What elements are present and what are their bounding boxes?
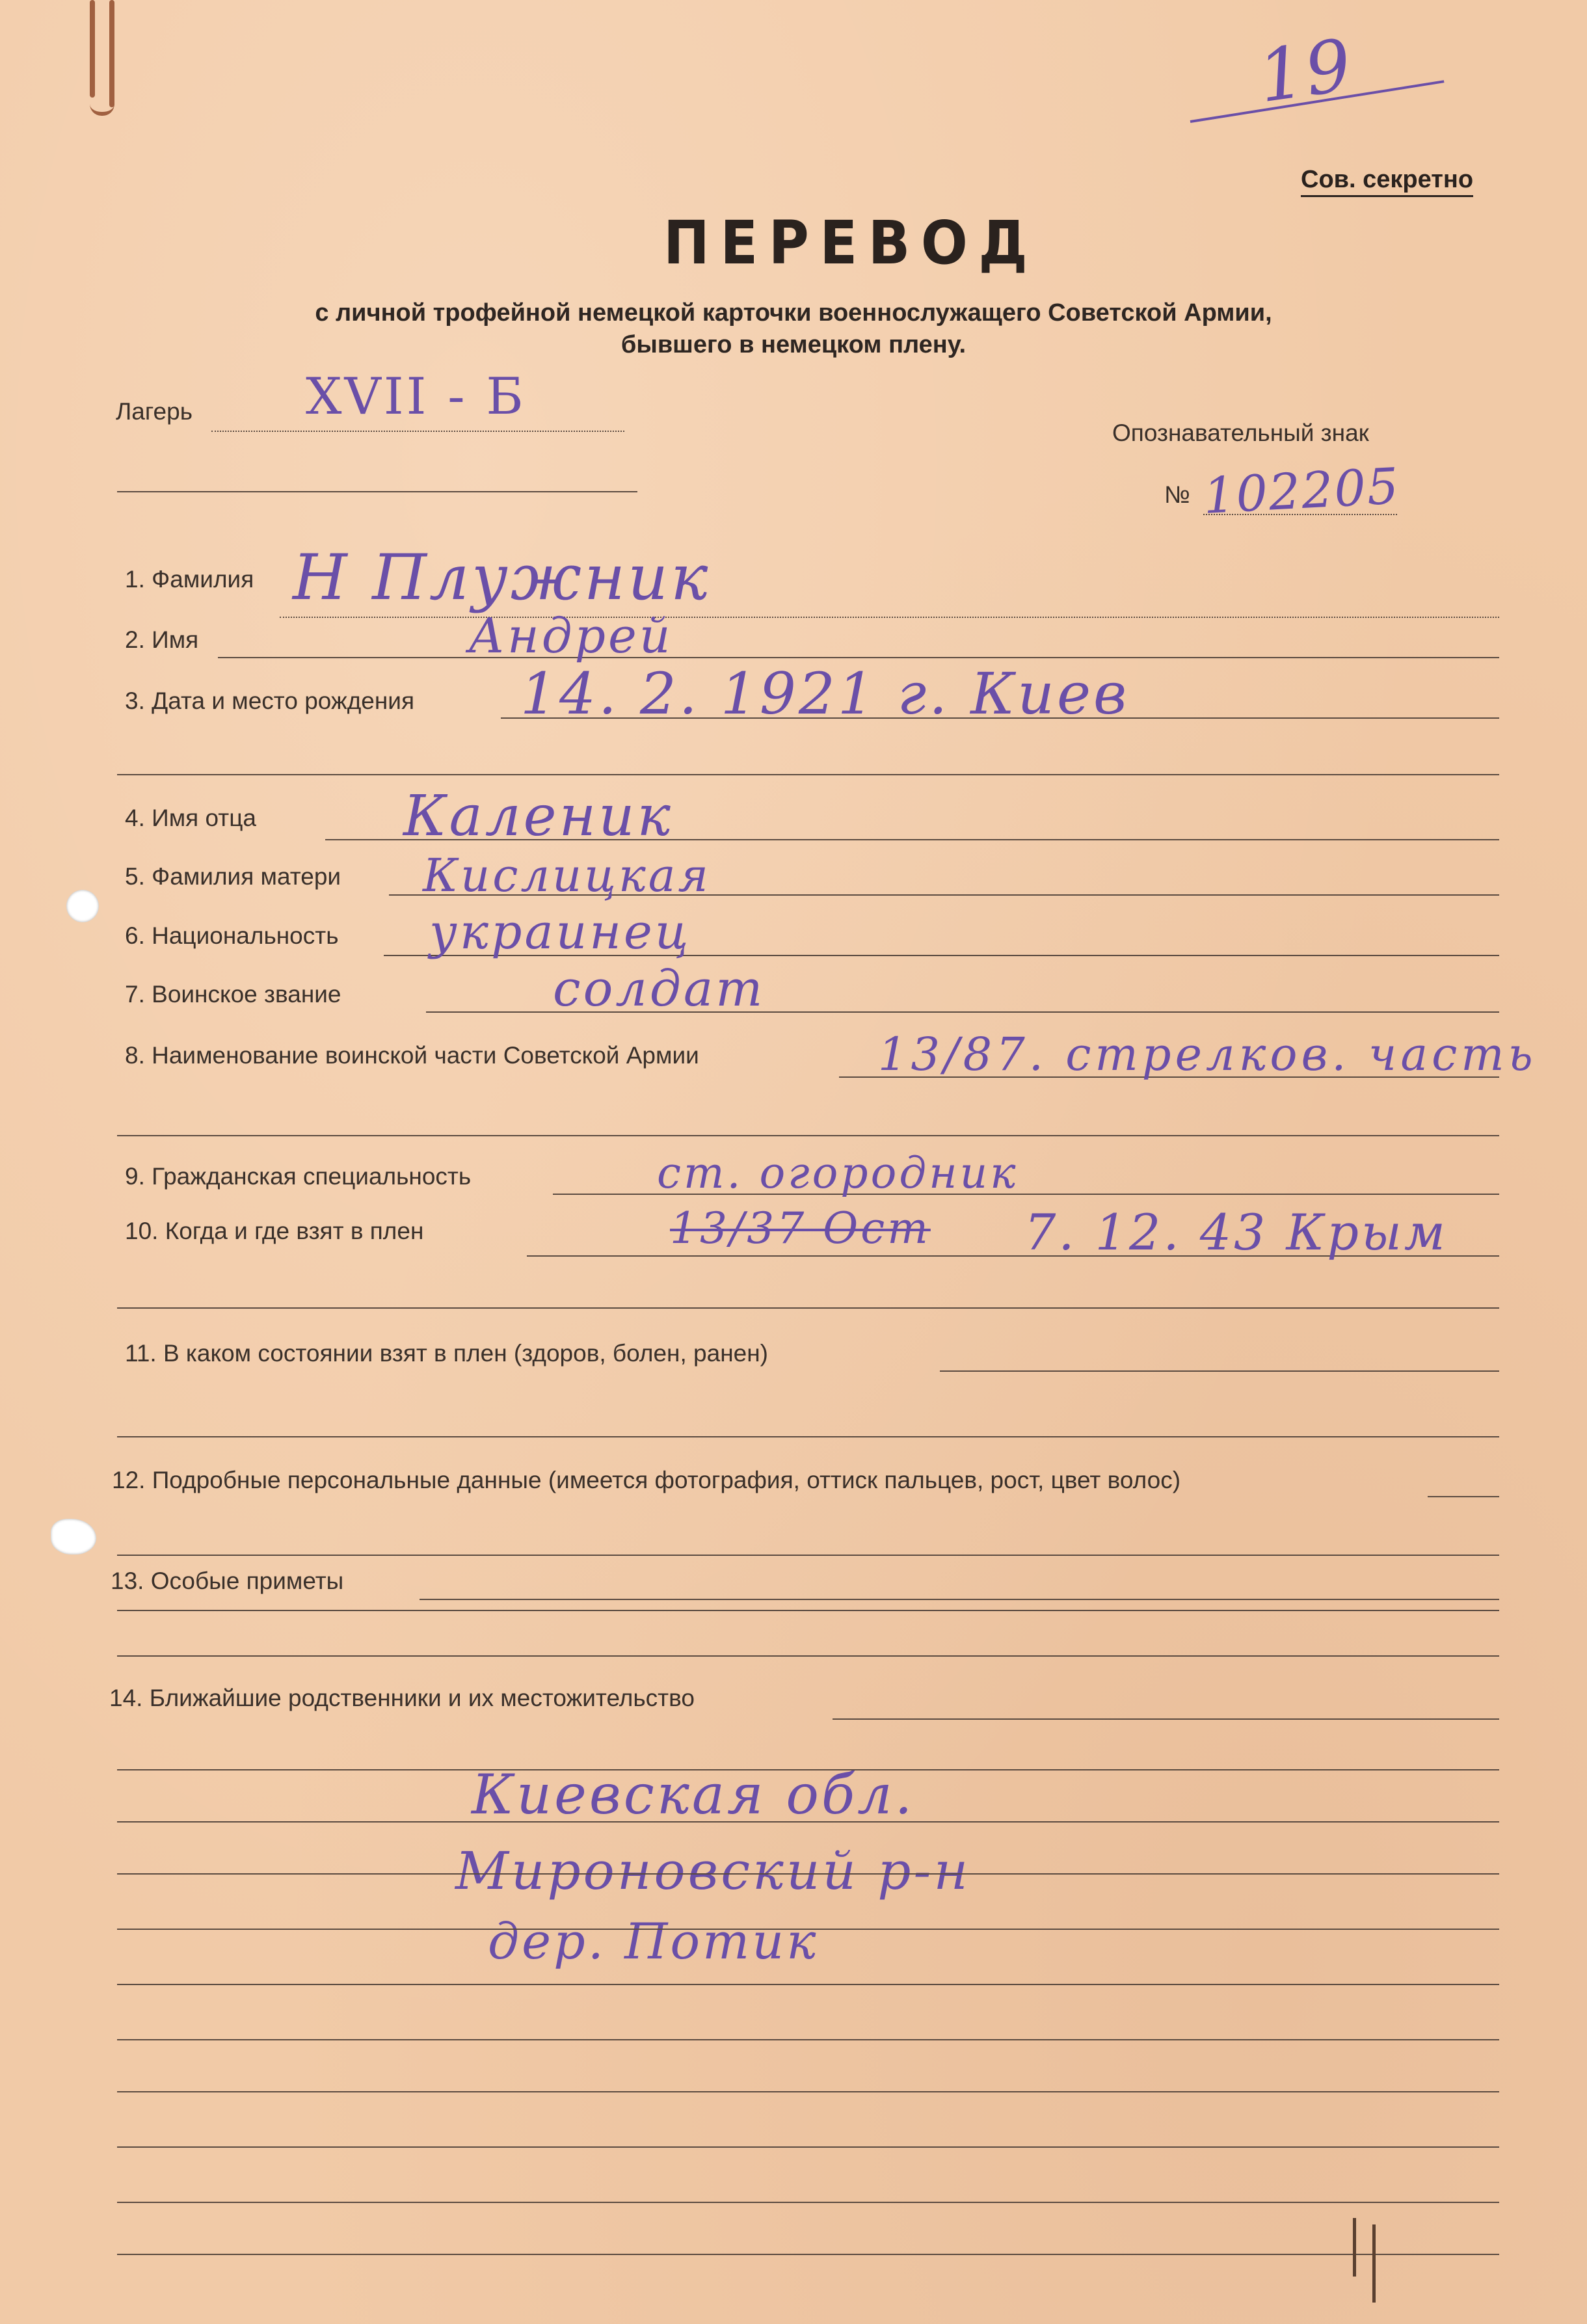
binder-mark <box>1353 2218 1356 2277</box>
field-7-label: 7. Воинское звание <box>125 981 341 1008</box>
address-line <box>117 1821 1499 1823</box>
camp-line <box>211 431 624 432</box>
field-8-extra-line <box>117 1135 1499 1136</box>
field-13-extra-line-a <box>117 1610 1499 1611</box>
binder-mark <box>90 0 95 98</box>
field-1-value: Н Плужник <box>293 541 711 614</box>
field-2-line <box>218 657 1499 658</box>
field-14-line <box>833 1718 1499 1720</box>
field-12-extra-line <box>117 1555 1499 1556</box>
address-line <box>117 1873 1499 1875</box>
punch-hole <box>66 890 99 922</box>
address-line <box>117 2202 1499 2203</box>
address-line <box>117 1984 1499 1985</box>
field-10-label: 10. Когда и где взят в плен <box>125 1218 424 1244</box>
classification-stamp: Сов. секретно <box>1301 166 1473 197</box>
field-10-value: 7. 12. 43 Крым <box>1024 1203 1448 1261</box>
address-line <box>117 1929 1499 1930</box>
subtitle-line-2: бывшего в немецком плену. <box>620 331 967 358</box>
page-title: ПЕРЕВОД <box>663 208 1039 278</box>
page-number: 19 <box>1253 23 1358 119</box>
field-11-line <box>940 1370 1499 1372</box>
field-3-label: 3. Дата и место рождения <box>125 688 414 714</box>
field-2-label: 2. Имя <box>125 626 199 653</box>
page-subtitle <box>163 299 1424 359</box>
field-1-label: 1. Фамилия <box>125 566 254 593</box>
binder-mark <box>1372 2224 1376 2303</box>
address-line <box>117 2091 1499 2092</box>
binder-mark <box>90 104 114 116</box>
address-line <box>117 1769 1499 1770</box>
field-4-value: Каленик <box>403 784 673 849</box>
address-line <box>117 2146 1499 2148</box>
field-13-label: 13. Особые приметы <box>111 1568 344 1594</box>
field-14-label: 14. Ближайшие родственники и их местожительство <box>109 1685 695 1711</box>
field-12-line <box>1428 1496 1499 1497</box>
field-2-value: Андрей <box>468 608 673 664</box>
field-11-extra-line <box>117 1436 1499 1437</box>
field-12-label: 12. Подробные персональные данные (имеется фотография, оттиск пальцев, рост, цвет волос) <box>112 1467 1181 1493</box>
field-6-label: 6. Национальность <box>125 922 339 949</box>
field-10-extra-line <box>117 1307 1499 1309</box>
relatives-address-line-1: Киевская обл. <box>472 1763 915 1826</box>
field-13-line <box>420 1599 1499 1600</box>
field-9-value: ст. огородник <box>657 1148 1019 1198</box>
address-line <box>117 2039 1499 2040</box>
field-1-line <box>280 617 1499 618</box>
camp-extra-line <box>117 491 637 492</box>
id-tag-value: 102205 <box>1201 457 1402 525</box>
camp-value: XVII - Б <box>306 367 526 426</box>
id-tag-number-prefix: № <box>1164 481 1190 508</box>
field-8-label: 8. Наименование воинской части Советской Армии <box>125 1042 699 1069</box>
address-line <box>117 2254 1499 2255</box>
field-10-struck-value: 13/37 Ост <box>670 1203 931 1253</box>
field-3-value: 14. 2. 1921 г. Киев <box>520 660 1130 727</box>
relatives-address-line-3: дер. Потик <box>488 1912 819 1970</box>
field-13-extra-line-b <box>117 1655 1499 1657</box>
relatives-address-line-2: Мироновский р-н <box>455 1841 971 1901</box>
binder-mark <box>109 0 114 107</box>
field-7-value: солдат <box>553 959 766 1017</box>
field-5-label: 5. Фамилия матери <box>125 863 341 890</box>
field-3-extra-line <box>117 774 1499 775</box>
field-11-label: 11. В каком состоянии взят в плен (здоров, болен, ранен) <box>125 1340 768 1367</box>
field-5-value: Кислицкая <box>423 849 711 902</box>
field-4-label: 4. Имя отца <box>125 805 256 831</box>
field-8-value: 13/87. стрелков. часть <box>878 1028 1537 1081</box>
id-tag-label: Опознавательный знак <box>1112 420 1369 446</box>
punch-hole <box>51 1519 96 1555</box>
subtitle-line-1: с личной трофейной немецкой карточки военнослужащего Советской Армии, <box>315 299 1272 327</box>
field-9-label: 9. Гражданская специальность <box>125 1163 472 1190</box>
camp-label: Лагерь <box>116 398 193 425</box>
field-6-value: украинец <box>429 904 691 960</box>
